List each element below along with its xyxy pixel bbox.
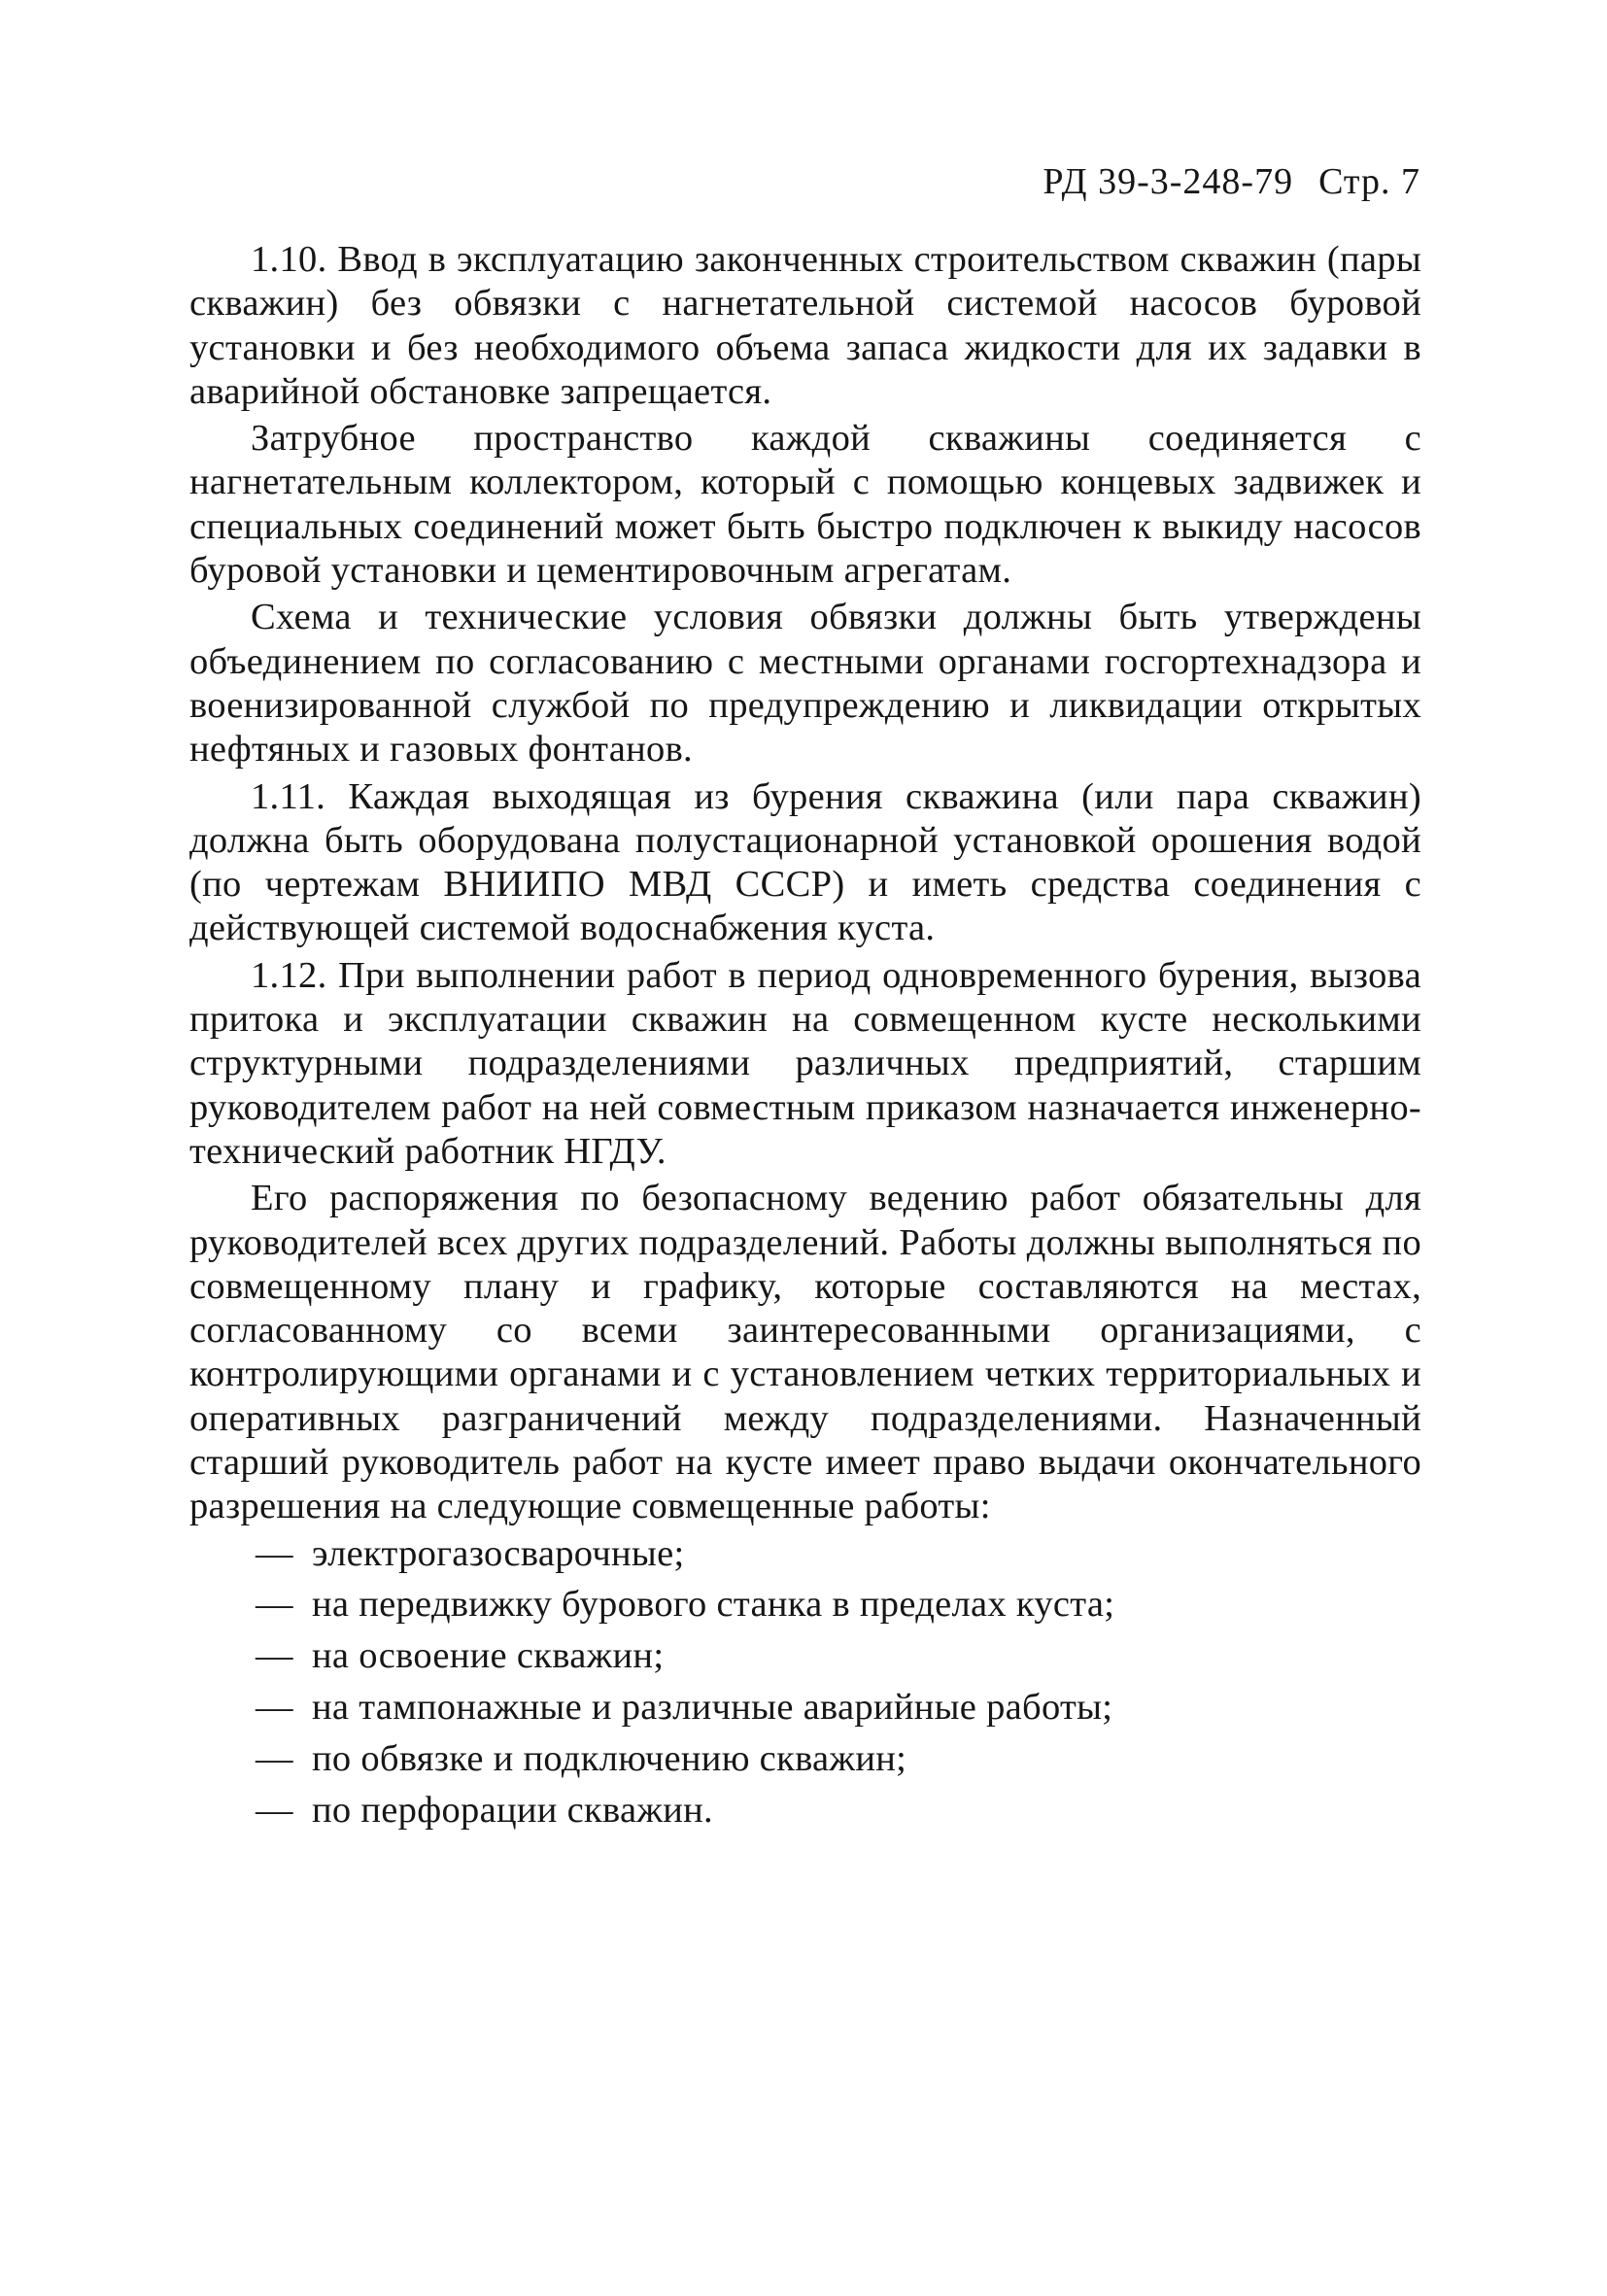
paragraph-orders: Его распоряжения по безопасному ведению работ обязательны для руководителей всех других подразделений. Работы должны выполняться по совмещенному плану и графику, которые составляются на местах, согласованному со всеми заинтересованными организациями, с контролирующими органами и с установлением четких территориальных и оперативных разграничений между подразделениями. Назначенный старший руководитель работ на кусте имеет право выдачи окончательного разрешения на следующие совмещенные работы: bbox=[189, 1178, 1421, 1527]
works-list bbox=[189, 1532, 1421, 1833]
list-item-text: на передвижку бурового станка в пределах куста; bbox=[312, 1584, 1115, 1626]
dash-marker: — bbox=[256, 1635, 293, 1677]
list-item bbox=[189, 1634, 1421, 1678]
paragraph-1-11: 1.11. Каждая выходящая из бурения скважина (или пара скважин) должна быть оборудована полустационарной установкой орошения водой (по чертежам ВНИИПО МВД СССР) и иметь средства соединения с действующей системой водоснабжения куста. bbox=[189, 775, 1421, 949]
page-header bbox=[1043, 160, 1420, 203]
list-item-text: на тампонажные и различные аварийные работы; bbox=[312, 1687, 1113, 1728]
dash-marker: — bbox=[256, 1687, 293, 1728]
list-item bbox=[189, 1532, 1421, 1576]
dash-marker: — bbox=[256, 1789, 293, 1831]
paragraph-1-10: 1.10. Ввод в эксплуатацию законченных строительством скважин (пары скважин) без обвязки с нагнетательной системой насосов буровой установки и без необходимого объема запаса жидкости для их задавки в аварийной обстановке запрещается. bbox=[189, 239, 1421, 412]
page-number: Стр. 7 bbox=[1318, 161, 1420, 202]
list-item bbox=[189, 1737, 1421, 1781]
list-item-text: электрогазосварочные; bbox=[312, 1532, 685, 1574]
list-item-text: по обвязке и подключению скважин; bbox=[312, 1737, 907, 1779]
dash-marker: — bbox=[256, 1737, 293, 1779]
document-code: РД 39-3-248-79 bbox=[1043, 161, 1294, 202]
document-body bbox=[189, 238, 1421, 1839]
list-item-text: по перфорации скважин. bbox=[312, 1789, 713, 1831]
list-item bbox=[189, 1789, 1421, 1833]
paragraph-scheme: Схема и технические условия обвязки должны быть утверждены объединением по согласованию с местными органами госгортехнадзора и военизированной службой по предупреждению и ликвидации открытых нефтяных и газовых фонтанов. bbox=[189, 597, 1421, 771]
list-item-text: на освоение скважин; bbox=[312, 1635, 665, 1677]
list-item bbox=[189, 1583, 1421, 1627]
paragraph-annulus: Затрубное пространство каждой скважины соединяется с нагнетательным коллектором, который с помощью концевых задвижек и специальных соединений может быть быстро подключен к выкиду насосов буровой установки и цементировочным агрегатам. bbox=[189, 418, 1421, 592]
list-item bbox=[189, 1686, 1421, 1730]
paragraph-1-12: 1.12. При выполнении работ в период одновременного бурения, вызова притока и эксплуатации скважин на совмещенном кусте несколькими структурными подразделениями различных предприятий, старшим руководителем работ на ней совместным приказом назначается инженерно-технический работник НГДУ. bbox=[189, 954, 1421, 1172]
dash-marker: — bbox=[256, 1584, 293, 1626]
dash-marker: — bbox=[256, 1532, 293, 1574]
